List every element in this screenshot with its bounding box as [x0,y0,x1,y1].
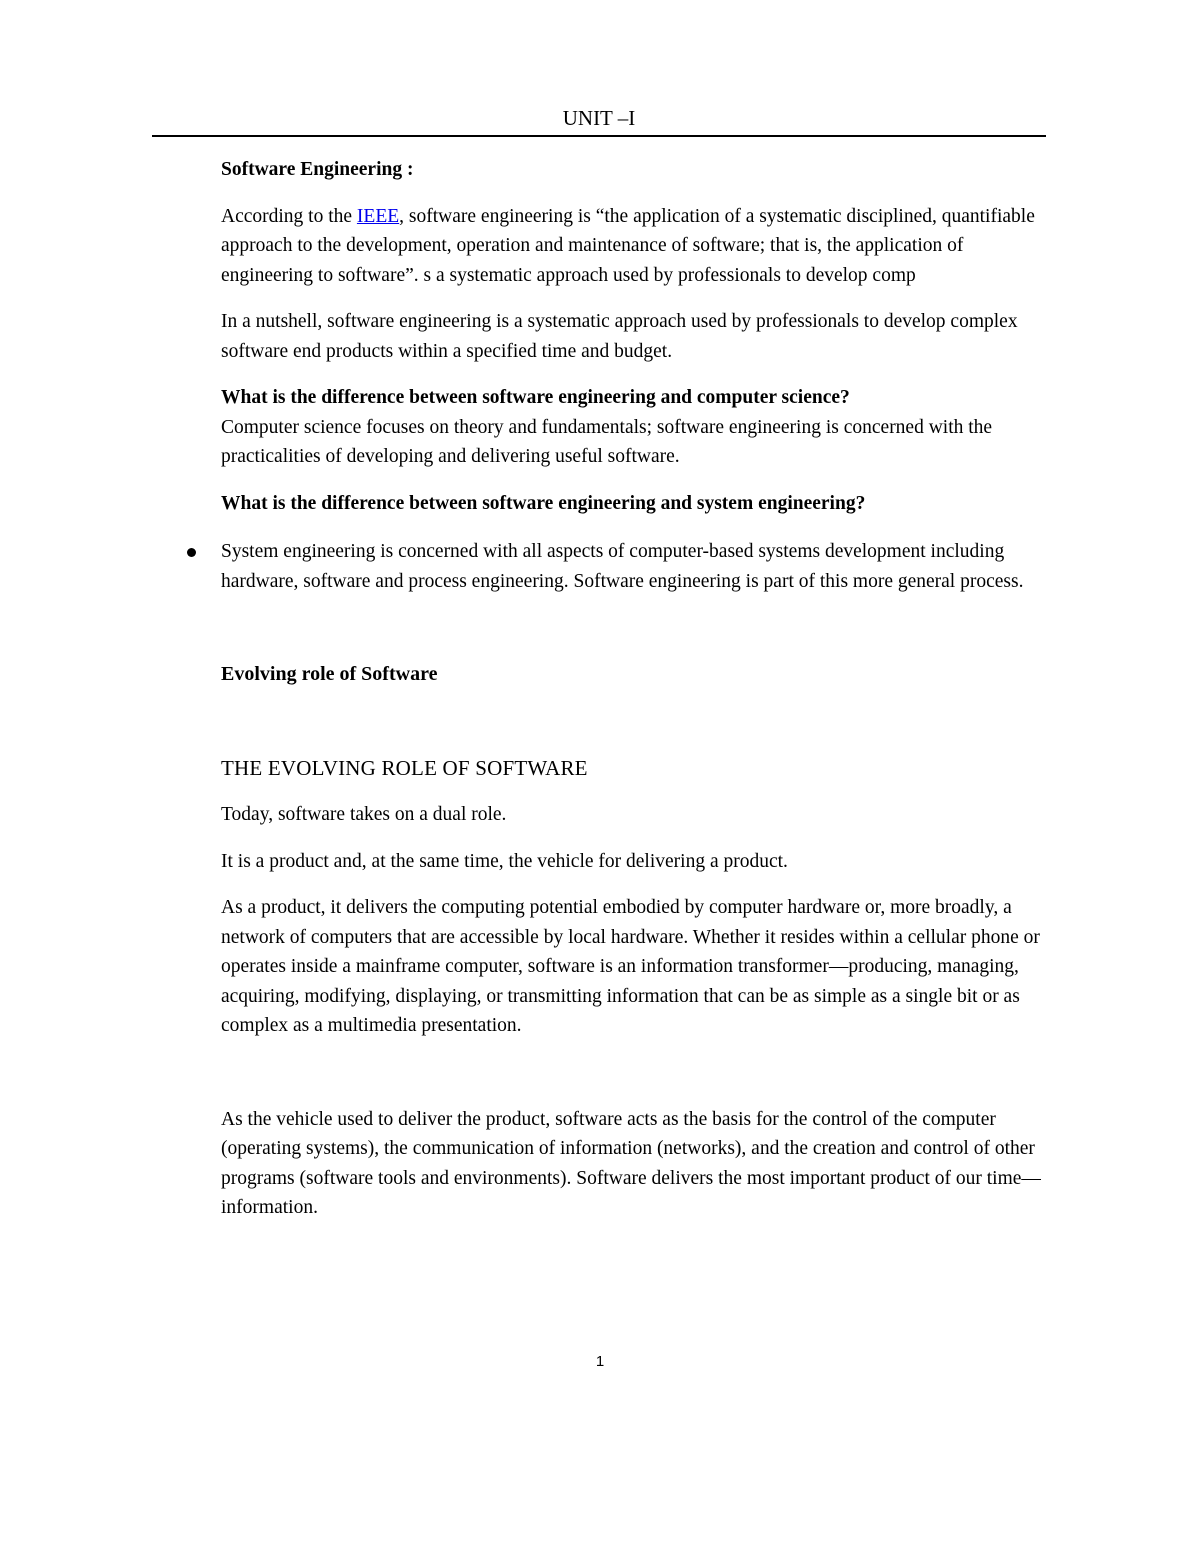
section-heading-software-engineering: Software Engineering : [221,159,414,180]
page-header-title: UNIT –I [562,106,636,130]
paragraph-as-a-product: As a product, it delivers the computing potential embodied by computer hardware or, more broadly, a network of computers that are accessible by local hardware. Whether it resides within a cellular phone or operates inside a mainframe computer, software is an information transformer—producing, managing, acquiring, modifying, displaying, or transmitting information that can be as simple as a single bit or as complex as a multimedia presentation. [221,897,1040,1036]
page-number: 1 [595,1353,605,1370]
ieee-intro-text: According to the [221,205,357,227]
list-item [221,537,1051,596]
ieee-definition-paragraph [221,202,1051,291]
section-heading-evolving-role-caps: THE EVOLVING ROLE OF SOFTWARE [221,755,588,780]
ieee-link[interactable]: IEEE [356,205,400,227]
paragraph-dual-role: Today, software takes on a dual role. [221,804,507,825]
paragraph-product-vehicle: It is a product and, at the same time, the vehicle for delivering a product. [221,850,788,872]
bullet-icon [187,548,196,557]
qa-computer-science [221,383,1051,472]
nutshell-paragraph: In a nutshell, software engineering is a systematic approach used by professionals to develop complex software end products within a specified time and budget. [221,311,1018,362]
question-computer-science: What is the difference between software engineering and computer science? [221,387,850,408]
ieee-definition-text: , software engineering is “the application of a systematic disciplined, quantifiable approach to the development, operation and maintenance of software; that is, the application of engineering to software”. s a systematic approach used by professionals to develop comp [221,205,1035,286]
section-heading-evolving-role: Evolving role of Software [221,663,438,685]
answer-computer-science: Computer science focuses on theory and fundamentals; software engineering is concerned with the practicalities of developing and delivering useful software. [221,416,993,467]
paragraph-as-the-vehicle: As the vehicle used to deliver the product, software acts as the basis for the control of the computer (operating systems), the communication of information (networks), and the creation and control of other programs (software tools and environments). Software delivers the most important product of our time—information. [221,1108,1041,1218]
bullet-text-system-engineering: System engineering is concerned with all aspects of computer-based systems development including hardware, software and process engineering. Software engineering is part of this more general process. [221,541,1024,592]
header-divider [152,135,1046,137]
document-body [221,155,1051,1240]
question-system-engineering: What is the difference between software engineering and system engineering? [221,492,866,514]
